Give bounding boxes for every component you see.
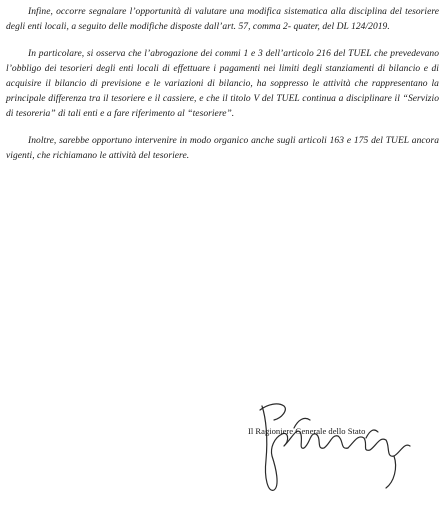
paragraph-tesoriere-disciplina: Infine, occorre segnalare l’opportunità di valutare una modifica sistematica alla disciplina del tesoriere degli enti locali, a seguito delle modifiche disposte dall’art. 57, comma 2- quater, del DL 124/2019. xyxy=(6,7,439,32)
signatory-title: Il Ragioniere Generale dello Stato xyxy=(248,426,366,436)
document-body xyxy=(6,5,439,176)
paragraph-articoli-163-175: Inoltre, sarebbe opportuno intervenire in modo organico anche sugli articoli 163 e 175 del TUEL ancora vigenti, che richiamano le attività del tesoriere. xyxy=(6,136,439,161)
paragraph-abrogazione-commi: In particolare, si osserva che l’abrogazione dei commi 1 e 3 dell’articolo 216 del TUEL che prevedevano l’obbligo dei tesorieri degli enti locali di effettuare i pagamenti nei limiti degli stanziamenti di bilancio e di acquisire il bilancio di previsione e le variazioni di bilancio, ha soppresso le attività che rappresentano la principale differenza tra il tesoriere e il cassiere, e che il titolo V del TUEL continua a disciplinare il “Servizio di tesoreria” di tali enti e a fare riferimento al “tesoriere”. xyxy=(6,49,439,119)
handwritten-signature xyxy=(254,398,424,498)
